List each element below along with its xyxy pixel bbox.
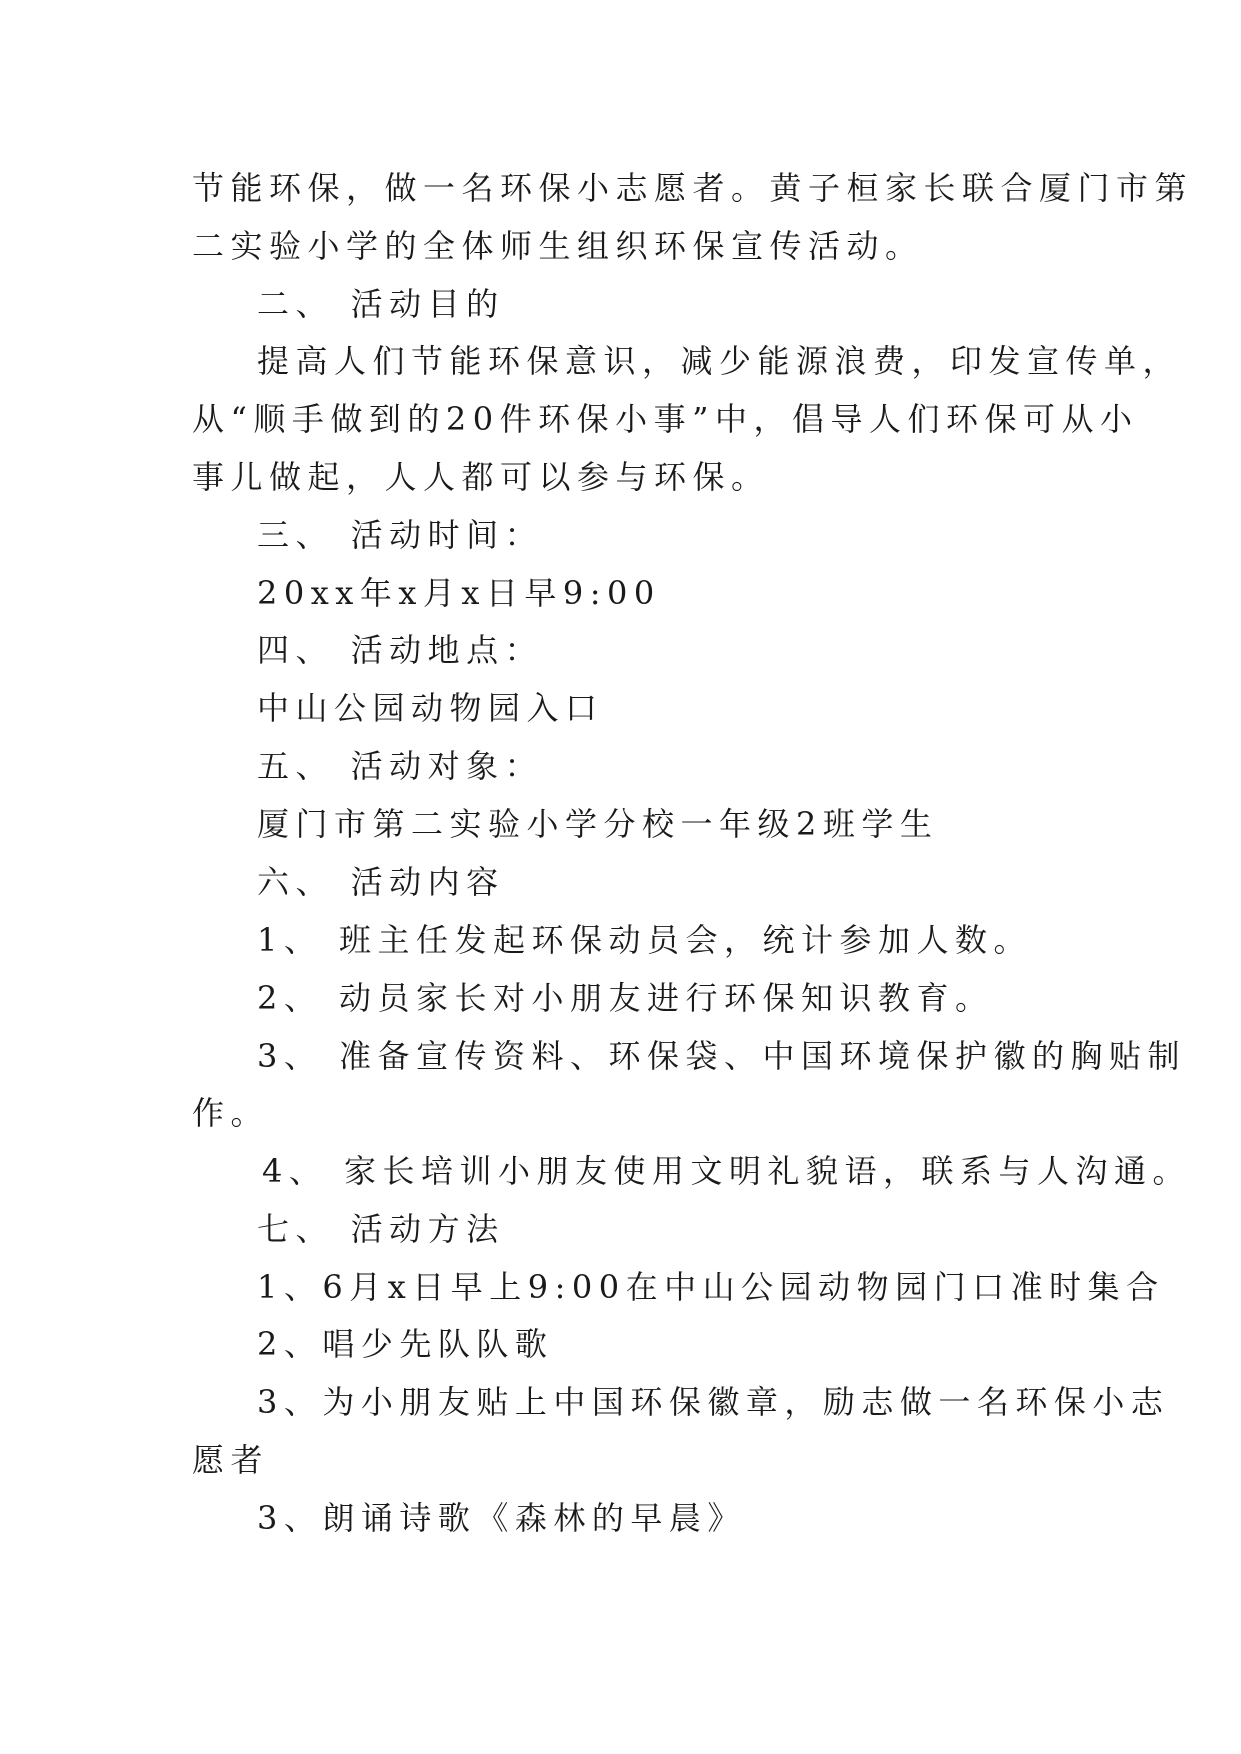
paragraph-line: 从“顺手做到的20件环保小事”中，倡导人们环保可从小 <box>192 400 1139 438</box>
list-item: 3、朗诵诗歌《森林的早晨》 <box>257 1499 746 1537</box>
section-heading: 三、 活动时间： <box>257 516 544 554</box>
paragraph-line: 事儿做起，人人都可以参与环保。 <box>192 458 770 496</box>
list-item: 3、 准备宣传资料、环保袋、中国环境保护徽的胸贴制 <box>257 1037 1187 1075</box>
paragraph-line: 20xx年x月x日早9:00 <box>257 574 661 612</box>
section-heading: 七、 活动方法 <box>257 1210 505 1248</box>
paragraph-line: 节能环保，做一名环保小志愿者。黄子桓家长联合厦门市第 <box>192 169 1194 207</box>
paragraph-line: 厦门市第二实验小学分校一年级2班学生 <box>257 805 939 843</box>
list-item: 1、 班主任发起环保动员会，统计参加人数。 <box>257 921 1033 959</box>
list-item-continuation: 愿者 <box>192 1441 270 1479</box>
paragraph-line: 二实验小学的全体师生组织环保宣传活动。 <box>192 227 924 265</box>
section-heading: 五、 活动对象： <box>257 747 544 785</box>
section-heading: 二、 活动目的 <box>257 285 505 323</box>
list-item: 1、6月x日早上9:00在中山公园动物园门口准时集合 <box>257 1268 1165 1306</box>
section-heading: 四、 活动地点： <box>257 631 544 669</box>
paragraph-line: 提高人们节能环保意识，减少能源浪费，印发宣传单， <box>257 342 1182 380</box>
paragraph-line: 中山公园动物园入口 <box>257 689 604 727</box>
section-heading: 六、 活动内容 <box>257 863 505 901</box>
list-item: 4、 家长培训小朋友使用文明礼貌语，联系与人沟通。 <box>262 1152 1192 1190</box>
list-item: 3、为小朋友贴上中国环保徽章，励志做一名环保小志 <box>257 1383 1170 1421</box>
list-item-continuation: 作。 <box>192 1094 270 1132</box>
list-item: 2、 动员家长对小朋友进行环保知识教育。 <box>257 979 994 1017</box>
list-item: 2、唱少先队队歌 <box>257 1325 554 1363</box>
